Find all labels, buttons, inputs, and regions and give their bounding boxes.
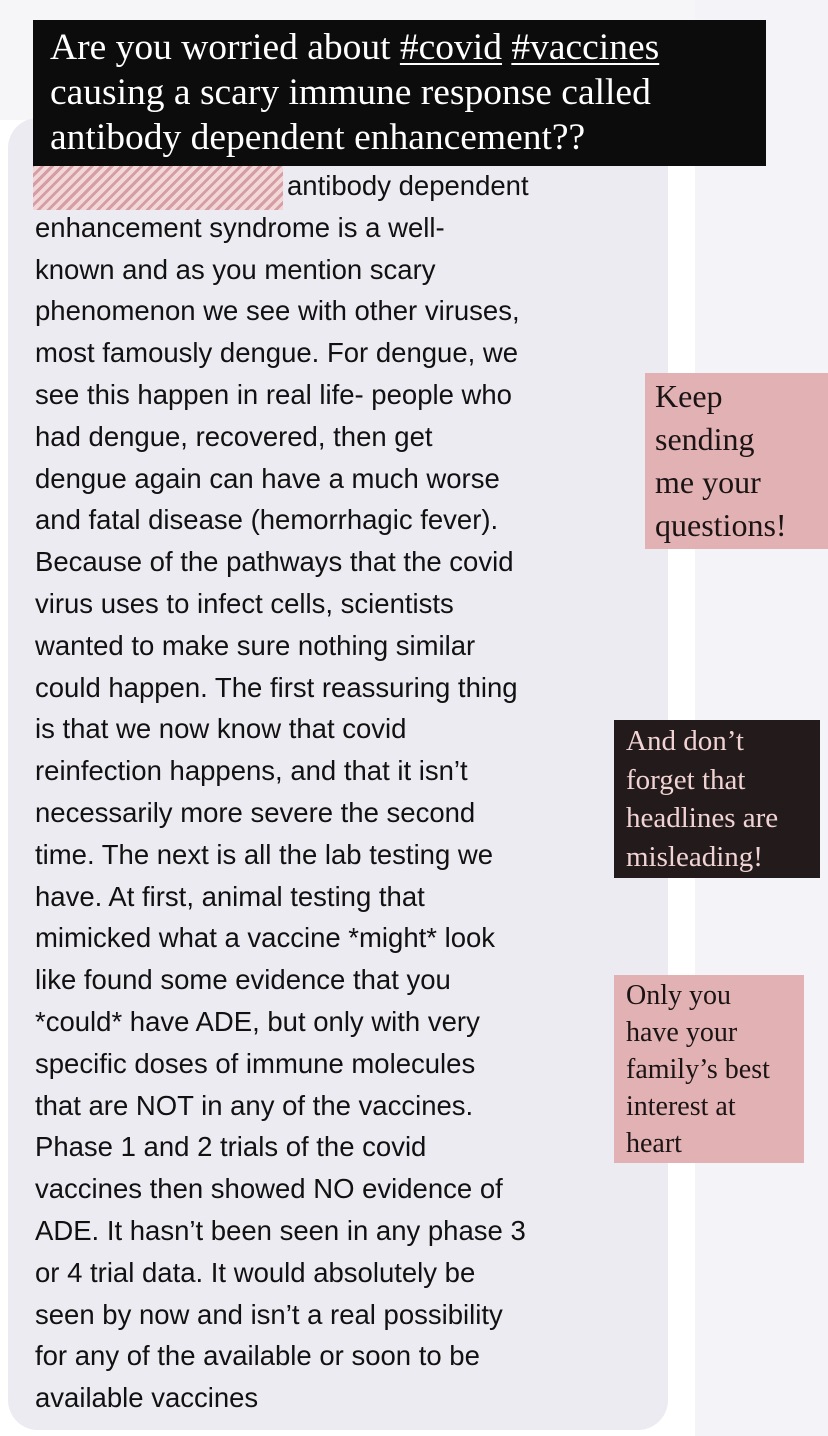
hashtag-space	[502, 27, 511, 68]
message-text: antibody dependent enhancement syndrome is a well- known and as you mention scary phenomenon we see with other viruses, most famously dengue. For dengue, we see this happen in real life- people who had dengue, recovered, then get dengue again can have a much worse and fatal disease (hemorrhagic fever). Because of the pathways that the covid virus uses to infect cells, scientists wanted to make sure nothing similar could happen. The first reassuring thing is that we now know that covid reinfection happens, and that it isn’t necessarily more severe the second time. The next is all the lab testing we have. At first, animal testing that mimicked what a vaccine *might* look like found some evidence that you *could* have ADE, but only with very specific doses of immune molecules that are NOT in any of the vaccines. Phase 1 and 2 trials of the covid vaccines then showed NO evidence of ADE. It hasn’t been seen in any phase 3 or 4 trial data. It would absolutely be seen by now and isn’t a real possibility for any of the available or soon to be available vaccines	[35, 170, 529, 1414]
sticker-family-interest: Only you have your family’s best interest at heart	[614, 975, 804, 1163]
header-line2: causing a scary immune response called	[50, 72, 651, 113]
hashtag-covid[interactable]: #covid	[399, 27, 502, 68]
header-line3: antibody dependent enhancement??	[50, 117, 586, 158]
background-right	[695, 0, 828, 1436]
header-line1-prefix: Are you worried about	[50, 27, 400, 68]
sticker-headlines-misleading: And don’t forget that headlines are misleading!	[614, 720, 820, 878]
sticker-keep-sending: Keep sending me your questions!	[645, 373, 828, 549]
story-header-text	[50, 25, 760, 160]
hashtag-vaccines[interactable]: #vaccines	[511, 27, 660, 68]
